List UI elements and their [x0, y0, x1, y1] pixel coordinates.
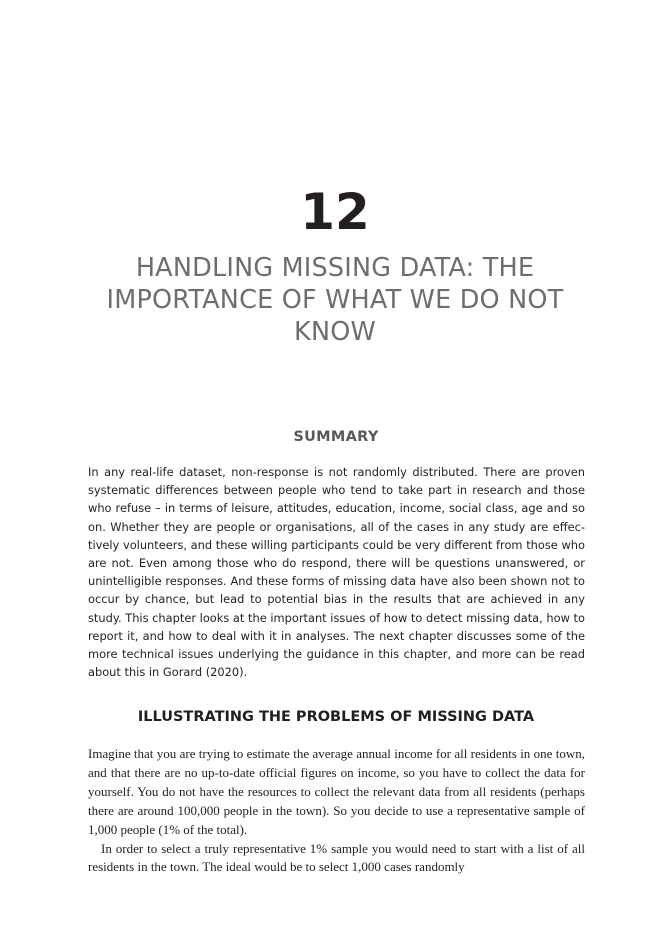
body-paragraph: In order to select a truly representative 1% sample you would need to start with a list of all residents in the town. The ideal would be to select 1,000 cases randomly [88, 840, 585, 875]
body-paragraph: Imagine that you are trying to estimate the average annual income for all residents in one town, and that there are no up-to-date official figures on income, so you have to collect the data for yourself. You do not have the resources to collect the relevant data from all residents (perhaps there are around 100,000 people in the town). So you decide to use a representative sample of 1,000 people (1% of the total). [88, 746, 585, 837]
chapter-title: HANDLING MISSING DATA: THE IMPORTANCE OF WHAT WE DO NOT KNOW [106, 253, 564, 347]
summary-heading: SUMMARY [293, 429, 379, 445]
section-heading: ILLUSTRATING THE PROBLEMS OF MISSING DATA [137, 709, 535, 725]
section-body [88, 745, 585, 877]
summary-paragraph: In any real-life dataset, non-response is not randomly distributed. There are proven systematic differences between people who tend to take part in research and those who refuse – in terms of leisure, attitudes, education, income, social class, age and so on. Whether they are people or organisations, all of the cases in any study are effectively volunteers, and these willing participants could be very different from those who are not. Even among those who do respond, there will be questions unanswered, or unintelligible responses. And these forms of missing data have also been shown not to occur by chance, but lead to potential bias in the results that are achieved in any study. This chapter looks at the important issues of how to detect missing data, how to report it, and how to deal with it in analyses. The next chapter discusses some of the more technical issues underlying the guidance in this chapter, and more can be read about this in Gorard (2020). [88, 465, 585, 680]
chapter-number: 12 [300, 183, 370, 241]
